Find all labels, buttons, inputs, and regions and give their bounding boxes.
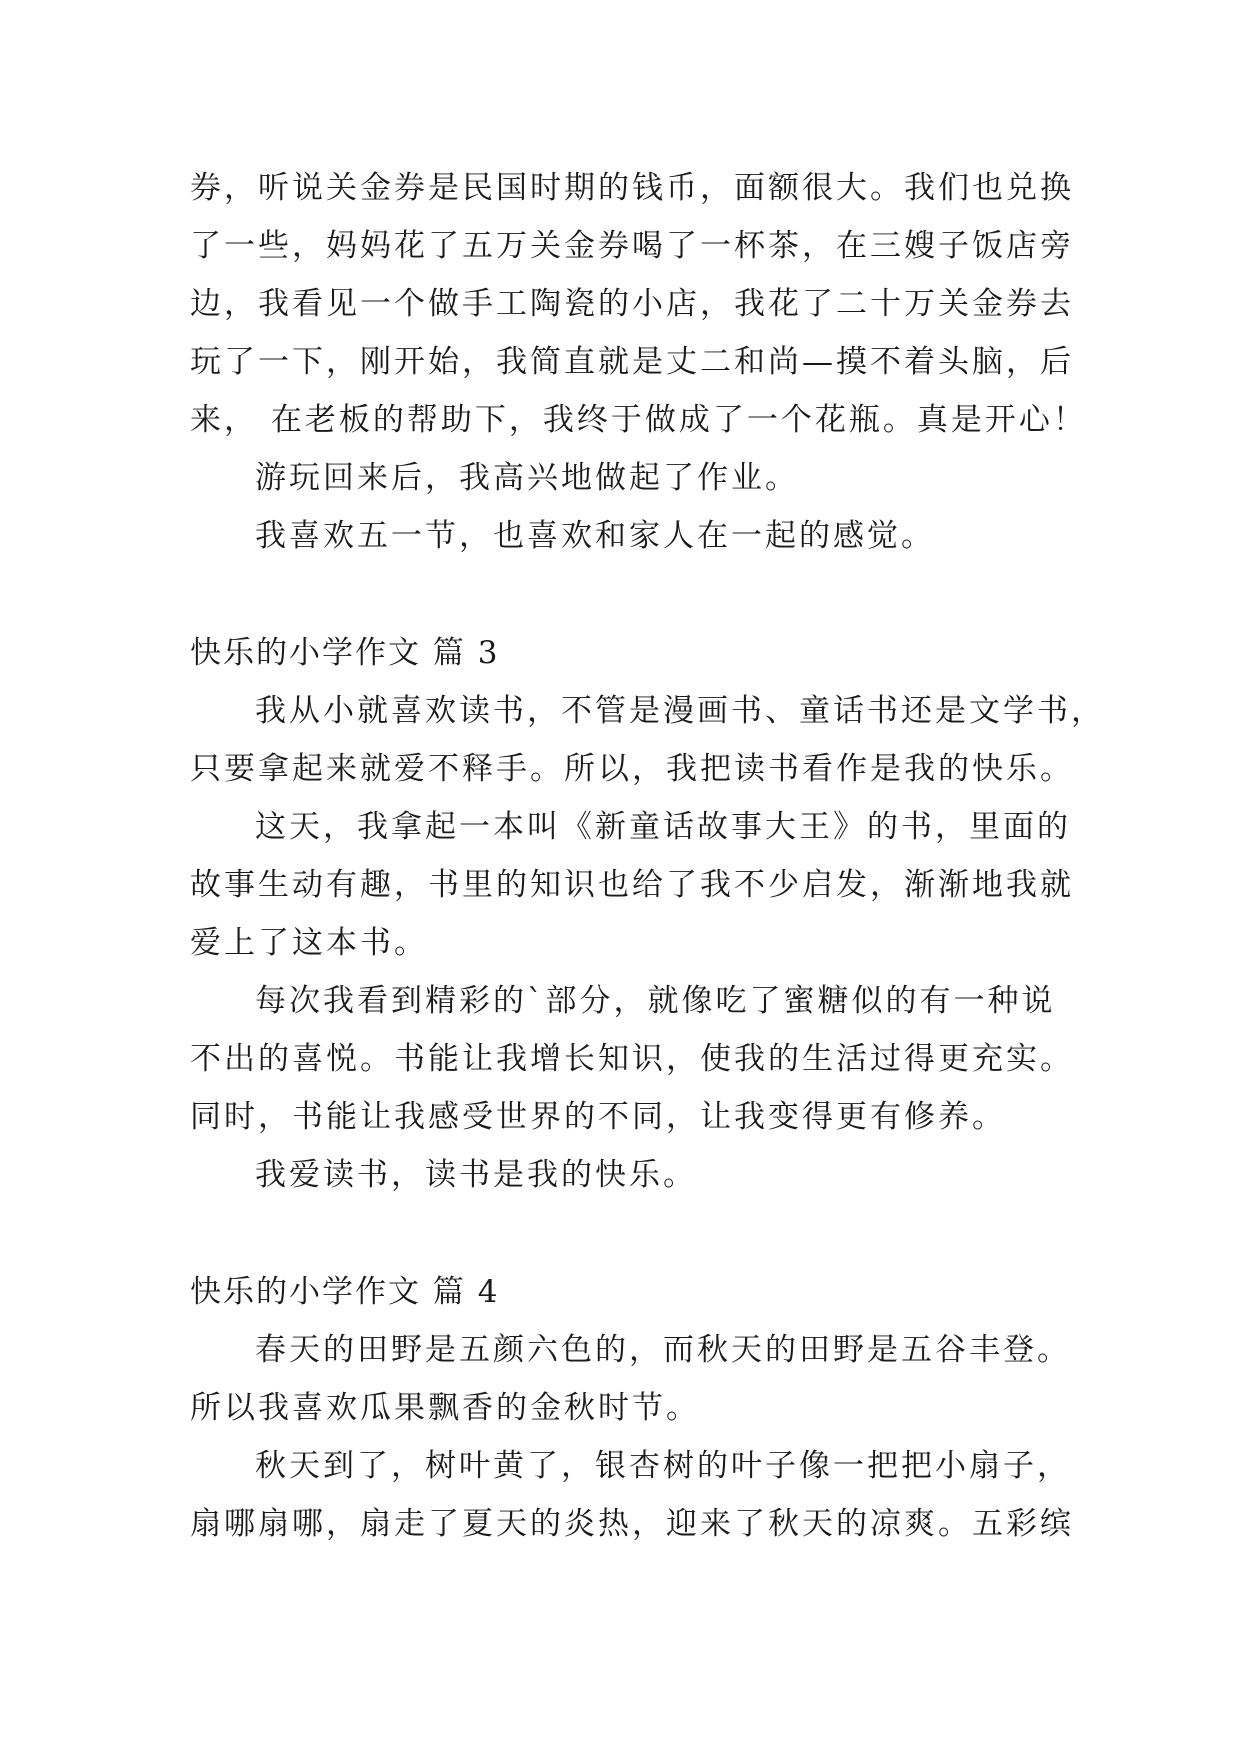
body-line: 春天的田野是五颜六色的，而秋天的田野是五谷丰登。	[255, 1332, 1071, 1368]
section-heading: 快乐的小学作文 篇 3	[190, 635, 500, 671]
body-line: 同时，书能让我感受世界的不同，让我变得更有修养。	[190, 1099, 1006, 1135]
body-line: 券，听说关金券是民国时期的钱币，面额很大。我们也兑换	[190, 170, 1074, 206]
body-line: 所以我喜欢瓜果飘香的金秋时节。	[190, 1390, 700, 1426]
section-heading: 快乐的小学作文 篇 4	[190, 1274, 500, 1310]
body-line: 扇哪扇哪，扇走了夏天的炎热，迎来了秋天的凉爽。五彩缤	[190, 1506, 1074, 1542]
body-line: 爱上了这本书。	[190, 925, 428, 961]
body-line: 秋天到了，树叶黄了，银杏树的叶子像一把把小扇子，	[255, 1448, 1071, 1484]
body-line: 只要拿起来就爱不释手。所以，我把读书看作是我的快乐。	[190, 751, 1074, 787]
paragraph: 游玩回来后，我高兴地做起了作业。	[255, 460, 799, 496]
body-line: 每次我看到精彩的`部分，就像吃了蜜糖似的有一种说	[255, 983, 1056, 1019]
body-line: 我从小就喜欢读书，不管是漫画书、童话书还是文学书，	[255, 693, 1105, 729]
body-line: 不出的喜悦。书能让我增长知识，使我的生活过得更充实。	[190, 1041, 1074, 1077]
body-line: 玩了一下，刚开始，我简直就是丈二和尚—摸不着头脑，后	[190, 344, 1074, 380]
body-line: 了一些，妈妈花了五万关金券喝了一杯茶，在三嫂子饭店旁	[190, 228, 1074, 264]
body-line: 边，我看见一个做手工陶瓷的小店，我花了二十万关金券去	[190, 286, 1074, 322]
body-line: 这天，我拿起一本叫《新童话故事大王》的书，里面的	[255, 809, 1071, 845]
body-line: 故事生动有趣，书里的知识也给了我不少启发，渐渐地我就	[190, 867, 1074, 903]
paragraph: 我爱读书，读书是我的快乐。	[255, 1157, 697, 1193]
body-line: 来， 在老板的帮助下，我终于做成了一个花瓶。真是开心！	[190, 402, 1087, 438]
paragraph: 我喜欢五一节，也喜欢和家人在一起的感觉。	[255, 518, 935, 554]
